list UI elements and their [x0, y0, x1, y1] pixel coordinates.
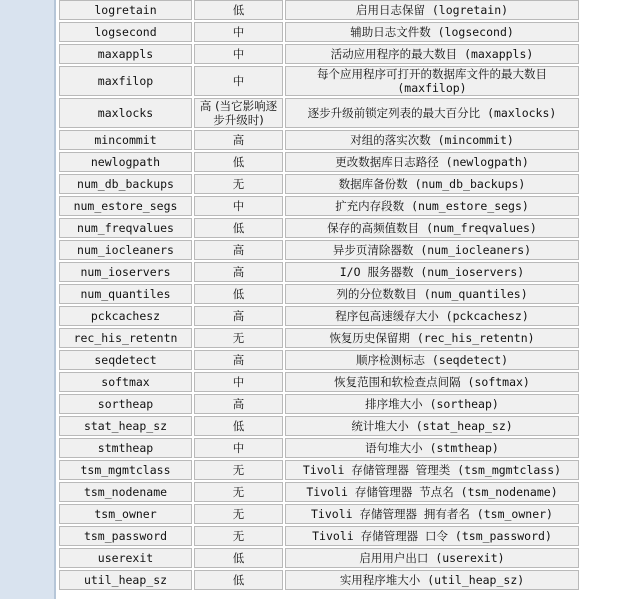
table-row: [59, 504, 579, 524]
impact-cell: 中: [194, 196, 283, 216]
description-cell: Tivoli 存储管理器 管理类 (tsm_mgmtclass): [285, 460, 579, 480]
table-row: [59, 240, 579, 260]
parameter-name-cell: tsm_password: [59, 526, 192, 546]
description-cell: 恢复范围和软检查点间隔 (softmax): [285, 372, 579, 392]
impact-cell: 无: [194, 460, 283, 480]
parameter-name-cell: maxappls: [59, 44, 192, 64]
table-row: [59, 262, 579, 282]
impact-cell: 低: [194, 152, 283, 172]
description-cell: Tivoli 存储管理器 口令 (tsm_password): [285, 526, 579, 546]
parameter-name-cell: tsm_mgmtclass: [59, 460, 192, 480]
description-cell: 保存的高频值数目 (num_freqvalues): [285, 218, 579, 238]
table-row: [59, 0, 579, 20]
impact-cell: 高: [194, 130, 283, 150]
impact-cell: 低: [194, 218, 283, 238]
sidebar-divider: [54, 0, 56, 599]
table-row: [59, 416, 579, 436]
table-row: [59, 152, 579, 172]
description-cell: Tivoli 存储管理器 节点名 (tsm_nodename): [285, 482, 579, 502]
impact-cell: 高: [194, 306, 283, 326]
description-cell: 实用程序堆大小 (util_heap_sz): [285, 570, 579, 590]
impact-cell: 高: [194, 262, 283, 282]
table-row: [59, 196, 579, 216]
impact-cell: 低: [194, 0, 283, 20]
impact-cell: 高: [194, 394, 283, 414]
table-row: [59, 460, 579, 480]
parameter-name-cell: maxfilop: [59, 66, 192, 96]
description-cell: 顺序检测标志 (seqdetect): [285, 350, 579, 370]
description-cell: 异步页清除器数 (num_iocleaners): [285, 240, 579, 260]
table-row: [59, 284, 579, 304]
impact-cell: 无: [194, 482, 283, 502]
parameter-name-cell: logretain: [59, 0, 192, 20]
table-row: [59, 482, 579, 502]
parameter-name-cell: tsm_nodename: [59, 482, 192, 502]
parameter-table-body: [59, 0, 579, 590]
impact-cell: 中: [194, 372, 283, 392]
parameter-name-cell: num_estore_segs: [59, 196, 192, 216]
description-cell: 扩充内存段数 (num_estore_segs): [285, 196, 579, 216]
table-row: [59, 218, 579, 238]
table-row: [59, 350, 579, 370]
description-cell: 对组的落实次数 (mincommit): [285, 130, 579, 150]
parameter-name-cell: mincommit: [59, 130, 192, 150]
impact-cell: 高 (当它影响逐步升级时): [194, 98, 283, 128]
impact-cell: 高: [194, 350, 283, 370]
description-cell: 程序包高速缓存大小 (pckcachesz): [285, 306, 579, 326]
parameter-name-cell: tsm_owner: [59, 504, 192, 524]
table-row: [59, 44, 579, 64]
parameter-name-cell: stat_heap_sz: [59, 416, 192, 436]
table-row: [59, 130, 579, 150]
description-cell: 更改数据库日志路径 (newlogpath): [285, 152, 579, 172]
impact-cell: 低: [194, 548, 283, 568]
parameter-name-cell: newlogpath: [59, 152, 192, 172]
impact-cell: 低: [194, 570, 283, 590]
impact-cell: 无: [194, 328, 283, 348]
impact-cell: 无: [194, 504, 283, 524]
right-margin: [582, 0, 630, 599]
parameter-name-cell: softmax: [59, 372, 192, 392]
parameter-name-cell: logsecond: [59, 22, 192, 42]
parameter-name-cell: pckcachesz: [59, 306, 192, 326]
description-cell: 数据库备份数 (num_db_backups): [285, 174, 579, 194]
left-sidebar-background: [0, 0, 54, 599]
description-cell: 排序堆大小 (sortheap): [285, 394, 579, 414]
parameter-name-cell: maxlocks: [59, 98, 192, 128]
description-cell: I/O 服务器数 (num_ioservers): [285, 262, 579, 282]
table-row: [59, 526, 579, 546]
impact-cell: 中: [194, 438, 283, 458]
parameter-name-cell: num_quantiles: [59, 284, 192, 304]
impact-cell: 低: [194, 416, 283, 436]
impact-cell: 中: [194, 22, 283, 42]
parameter-name-cell: num_db_backups: [59, 174, 192, 194]
impact-cell: 中: [194, 66, 283, 96]
table-row: [59, 98, 579, 128]
impact-cell: 高: [194, 240, 283, 260]
table-row: [59, 570, 579, 590]
parameter-name-cell: seqdetect: [59, 350, 192, 370]
table-row: [59, 394, 579, 414]
parameter-table-container: [57, 0, 581, 592]
impact-cell: 中: [194, 44, 283, 64]
table-row: [59, 66, 579, 96]
description-cell: 辅助日志文件数 (logsecond): [285, 22, 579, 42]
parameter-table: [57, 0, 581, 592]
parameter-name-cell: num_ioservers: [59, 262, 192, 282]
description-cell: 统计堆大小 (stat_heap_sz): [285, 416, 579, 436]
table-row: [59, 548, 579, 568]
table-row: [59, 22, 579, 42]
description-cell: 启用日志保留 (logretain): [285, 0, 579, 20]
impact-cell: 无: [194, 526, 283, 546]
parameter-name-cell: stmtheap: [59, 438, 192, 458]
description-cell: 每个应用程序可打开的数据库文件的最大数目 (maxfilop): [285, 66, 579, 96]
description-cell: 启用用户出口 (userexit): [285, 548, 579, 568]
description-cell: 语句堆大小 (stmtheap): [285, 438, 579, 458]
table-row: [59, 438, 579, 458]
parameter-name-cell: userexit: [59, 548, 192, 568]
description-cell: 列的分位数数目 (num_quantiles): [285, 284, 579, 304]
table-row: [59, 372, 579, 392]
parameter-name-cell: util_heap_sz: [59, 570, 192, 590]
description-cell: 恢复历史保留期 (rec_his_retentn): [285, 328, 579, 348]
parameter-name-cell: num_iocleaners: [59, 240, 192, 260]
impact-cell: 低: [194, 284, 283, 304]
description-cell: 逐步升级前锁定列表的最大百分比 (maxlocks): [285, 98, 579, 128]
table-row: [59, 306, 579, 326]
description-cell: 活动应用程序的最大数目 (maxappls): [285, 44, 579, 64]
impact-cell: 无: [194, 174, 283, 194]
parameter-name-cell: rec_his_retentn: [59, 328, 192, 348]
table-row: [59, 328, 579, 348]
description-cell: Tivoli 存储管理器 拥有者名 (tsm_owner): [285, 504, 579, 524]
table-row: [59, 174, 579, 194]
parameter-name-cell: num_freqvalues: [59, 218, 192, 238]
parameter-name-cell: sortheap: [59, 394, 192, 414]
